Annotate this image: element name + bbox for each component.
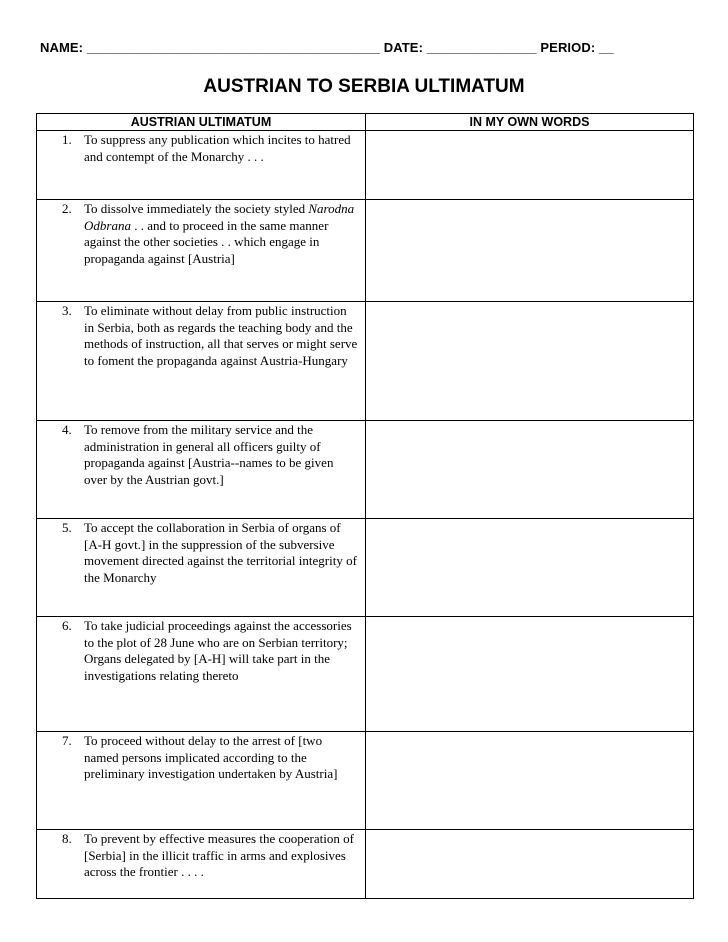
ultimatum-item: [37, 617, 366, 732]
item-number: 6.: [62, 618, 72, 633]
item-text: To dissolve immediately the society styled Narodna Odbrana . . and to proceed in the same manner against the other societies . . which engage in propaganda against [Austria]: [84, 201, 355, 266]
item-text: To take judicial proceedings against the accessories to the plot of 28 June who are on Serbian territory; Organs delegated by [A-H] will take part in the investigations relating thereto: [84, 618, 352, 683]
date-blank[interactable]: _______________: [426, 40, 537, 55]
name-label: NAME:: [40, 40, 84, 55]
item-text: To eliminate without delay from public instruction in Serbia, both as regards the teaching body and the methods of instruction, all that serves or might serve to foment the propaganda against Austria-Hungary: [84, 303, 358, 368]
ultimatum-item: [37, 830, 366, 899]
own-words-answer-cell[interactable]: [366, 131, 694, 200]
period-label: PERIOD:: [540, 40, 596, 55]
own-words-answer-cell[interactable]: [366, 519, 694, 617]
column-header-ultimatum: AUSTRIAN ULTIMATUM: [37, 114, 366, 131]
item-number: 1.: [62, 132, 72, 147]
item-number: 5.: [62, 520, 72, 535]
table-row: [37, 302, 694, 421]
table-row: [37, 732, 694, 830]
table-row: [37, 421, 694, 519]
period-blank[interactable]: __: [599, 40, 614, 55]
student-info-line: [40, 40, 700, 55]
ultimatum-item: [37, 131, 366, 200]
item-text: To remove from the military service and the administration in general all officers guilty of propaganda against [Austria--names to be given over by the Austrian govt.]: [84, 422, 334, 487]
date-label: DATE:: [383, 40, 424, 55]
own-words-answer-cell[interactable]: [366, 200, 694, 302]
item-text: To proceed without delay to the arrest of [two named persons implicated according to the preliminary investigation undertaken by Austria]: [84, 733, 338, 781]
name-blank[interactable]: ________________________________________: [86, 40, 381, 55]
item-number: 8.: [62, 831, 72, 846]
item-text: To suppress any publication which incites to hatred and contempt of the Monarchy . . .: [84, 132, 351, 164]
table-row: [37, 200, 694, 302]
item-number: 3.: [62, 303, 72, 318]
item-text: To prevent by effective measures the cooperation of [Serbia] in the illicit traffic in arms and explosives across the frontier . . . .: [84, 831, 354, 879]
ultimatum-item: [37, 732, 366, 830]
ultimatum-table: [36, 113, 694, 899]
own-words-answer-cell[interactable]: [366, 732, 694, 830]
own-words-answer-cell[interactable]: [366, 617, 694, 732]
ultimatum-item: [37, 200, 366, 302]
item-number: 4.: [62, 422, 72, 437]
column-header-own-words: IN MY OWN WORDS: [366, 114, 694, 131]
own-words-answer-cell[interactable]: [366, 830, 694, 899]
own-words-answer-cell[interactable]: [366, 421, 694, 519]
table-header-row: [37, 114, 694, 131]
page-title: AUSTRIAN TO SERBIA ULTIMATUM: [203, 76, 525, 97]
table-row: [37, 519, 694, 617]
ultimatum-item: [37, 421, 366, 519]
table-row: [37, 830, 694, 899]
item-number: 2.: [62, 201, 72, 216]
item-text: To accept the collaboration in Serbia of organs of [A-H govt.] in the suppression of the subversive movement directed against the territorial integrity of the Monarchy: [84, 520, 357, 585]
item-number: 7.: [62, 733, 72, 748]
society-name: Narodna Odbrana: [84, 201, 355, 233]
table-row: [37, 617, 694, 732]
own-words-answer-cell[interactable]: [366, 302, 694, 421]
ultimatum-item: [37, 302, 366, 421]
ultimatum-item: [37, 519, 366, 617]
table-row: [37, 131, 694, 200]
